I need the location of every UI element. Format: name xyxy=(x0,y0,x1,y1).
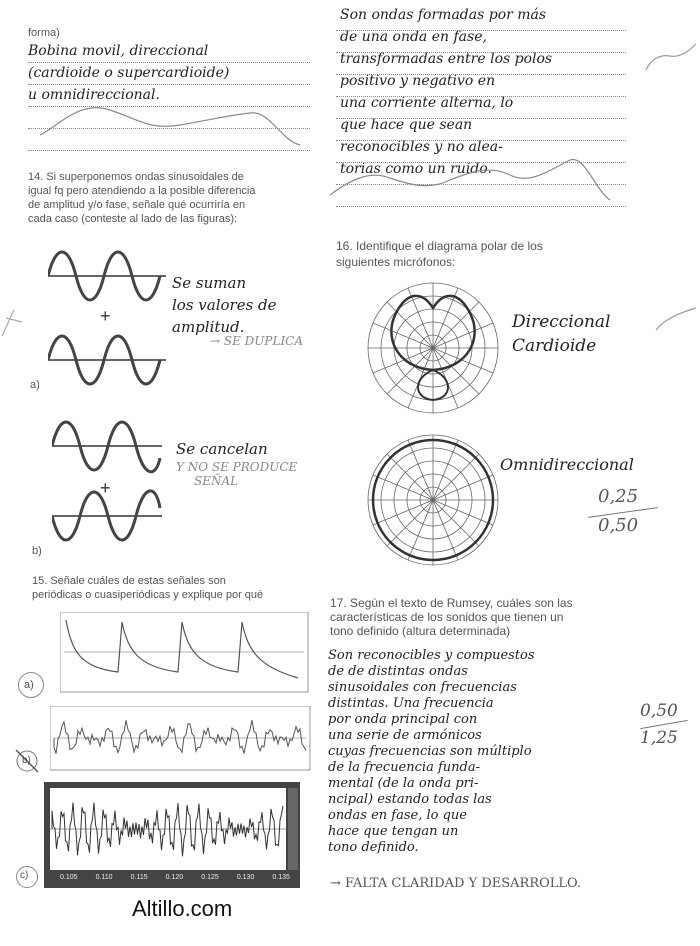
handwritten-line: hace que tengan un xyxy=(328,824,459,839)
margin-score-2 xyxy=(640,700,688,749)
axis-tick: 0.120 xyxy=(165,874,184,881)
grey-note-line: Y NO SE PRODUCE xyxy=(176,460,298,474)
margin-score-1 xyxy=(598,486,658,537)
handwritten-line: que hace que sean xyxy=(340,117,473,133)
handwritten-line: de la frecuencia funda- xyxy=(328,760,480,775)
osc-axis-labels xyxy=(60,874,290,881)
dotted-line xyxy=(28,62,310,63)
score-value: 0,50 xyxy=(640,701,678,721)
handwritten-line: por onda principal con xyxy=(328,712,478,727)
handwritten-line: una corriente alterna, lo xyxy=(340,95,514,111)
question-line: 15. Señale cuáles de estas señales son xyxy=(32,575,226,587)
handwritten-line: Bobina movil, direccional xyxy=(28,43,209,59)
signal-b-plot xyxy=(50,706,312,772)
waveform-sketch xyxy=(40,95,310,155)
signal-a-plot xyxy=(60,612,310,694)
handwritten-line: una serie de armónicos xyxy=(328,728,482,743)
handwritten-line: cuyas frecuencias son múltiplo xyxy=(328,744,532,759)
handwritten-line: ncipal) estando todas las xyxy=(328,792,492,807)
handwritten-line: Direccional xyxy=(512,312,611,332)
handwritten-line: de de distintas ondas xyxy=(328,664,468,679)
question-line: siguientes micrófonos: xyxy=(336,255,456,269)
score-value: 1,25 xyxy=(640,728,678,748)
waveform-sketch-right xyxy=(330,150,630,208)
question-line: igual fq pero atendiendo a la posible diferencia xyxy=(28,185,256,197)
handwritten-line: distintas. Una frecuencia xyxy=(328,696,494,711)
axis-tick: 0.110 xyxy=(95,874,113,881)
sine-waves-case-b xyxy=(52,418,172,553)
handwritten-line: reconocibles y no alea- xyxy=(340,139,503,155)
margin-mark xyxy=(652,300,700,340)
signal-c-label: c) xyxy=(20,870,29,881)
site-brand: Altillo.com xyxy=(132,896,233,921)
grey-note-line: SEÑAL xyxy=(194,474,239,488)
handwritten-line: ondas en fase, lo que xyxy=(328,808,467,823)
question-line: cada caso (conteste al lado de las figuras): xyxy=(28,213,238,225)
handwritten-line: Son reconocibles y compuestos xyxy=(328,648,535,663)
question-17 xyxy=(330,596,620,638)
case-b-label: b) xyxy=(32,545,42,557)
handwritten-line: (cardioide o supercardioide) xyxy=(28,65,230,81)
forma-label: forma) xyxy=(28,27,60,39)
plus-sign-b: + xyxy=(100,478,111,498)
margin-mark xyxy=(0,300,28,340)
question-line: de amplitud y/o fase, señale qué ocurriría en xyxy=(28,199,246,211)
handwritten-line: Son ondas formadas por más xyxy=(340,7,547,23)
polar-diagram-cardioid xyxy=(358,278,508,418)
question-16 xyxy=(336,238,626,270)
axis-tick: 0.125 xyxy=(201,874,219,881)
handwritten-line: Cardioide xyxy=(512,336,597,356)
question-line: 14. Si superponemos ondas sinusoidales de xyxy=(28,171,244,183)
answer-14a-note: → SE DUPLICA xyxy=(210,334,304,348)
axis-tick: 0.130 xyxy=(236,874,255,881)
question-line: 17. Según el texto de Rumsey, cuáles son las xyxy=(330,596,573,610)
case-a-label: a) xyxy=(30,379,40,391)
handwritten-line: Se suman xyxy=(172,274,247,292)
answer-14b: Se cancelan xyxy=(176,440,268,458)
plus-sign-a: + xyxy=(100,306,111,326)
score-value: 0,25 xyxy=(598,486,639,507)
question-line: tono definido (altura determinada) xyxy=(330,624,511,638)
handwritten-line: mental (de la onda pri- xyxy=(328,776,479,791)
answer-17-note: → FALTA CLARIDAD Y DESARROLLO. xyxy=(330,876,582,891)
handwritten-line: los valores de xyxy=(172,296,277,314)
handwritten-line: amplitud. xyxy=(172,318,245,336)
question-line: características de los sonidos que tienen un xyxy=(330,610,564,624)
handwritten-line: transformadas entre los polos xyxy=(340,51,553,67)
answer-16-polar1 xyxy=(512,310,611,358)
score-value: 0,50 xyxy=(598,515,639,536)
handwritten-line: u omnidireccional. xyxy=(28,87,160,103)
answer-16-polar2: Omnidireccional xyxy=(500,455,634,474)
answer-14a xyxy=(172,272,277,338)
handwritten-line: de una onda en fase, xyxy=(340,29,487,45)
axis-tick: 0.115 xyxy=(130,874,148,881)
axis-tick: 0.105 xyxy=(60,874,78,881)
answer-14b-note xyxy=(176,460,297,488)
handwritten-line: torias como un ruido. xyxy=(340,161,492,177)
handwritten-line: positivo y negativo en xyxy=(340,73,496,89)
question-line: 16. Identifique el diagrama polar de los xyxy=(336,239,543,253)
answer-17 xyxy=(328,648,628,856)
signal-a-label: a) xyxy=(24,679,34,691)
signal-b-label: b) xyxy=(22,755,31,766)
question-14 xyxy=(28,170,308,226)
handwritten-line: sinusoidales con frecuencias xyxy=(328,680,517,695)
polar-diagram-omni xyxy=(358,430,508,570)
handwritten-line: tono definido. xyxy=(328,840,419,855)
axis-tick: 0.135 xyxy=(272,874,290,881)
question-15 xyxy=(32,574,312,602)
question-line: periódicas o cuasiperiódicas y explique por qué xyxy=(32,589,264,601)
margin-mark xyxy=(640,40,700,80)
dotted-line xyxy=(28,84,310,85)
